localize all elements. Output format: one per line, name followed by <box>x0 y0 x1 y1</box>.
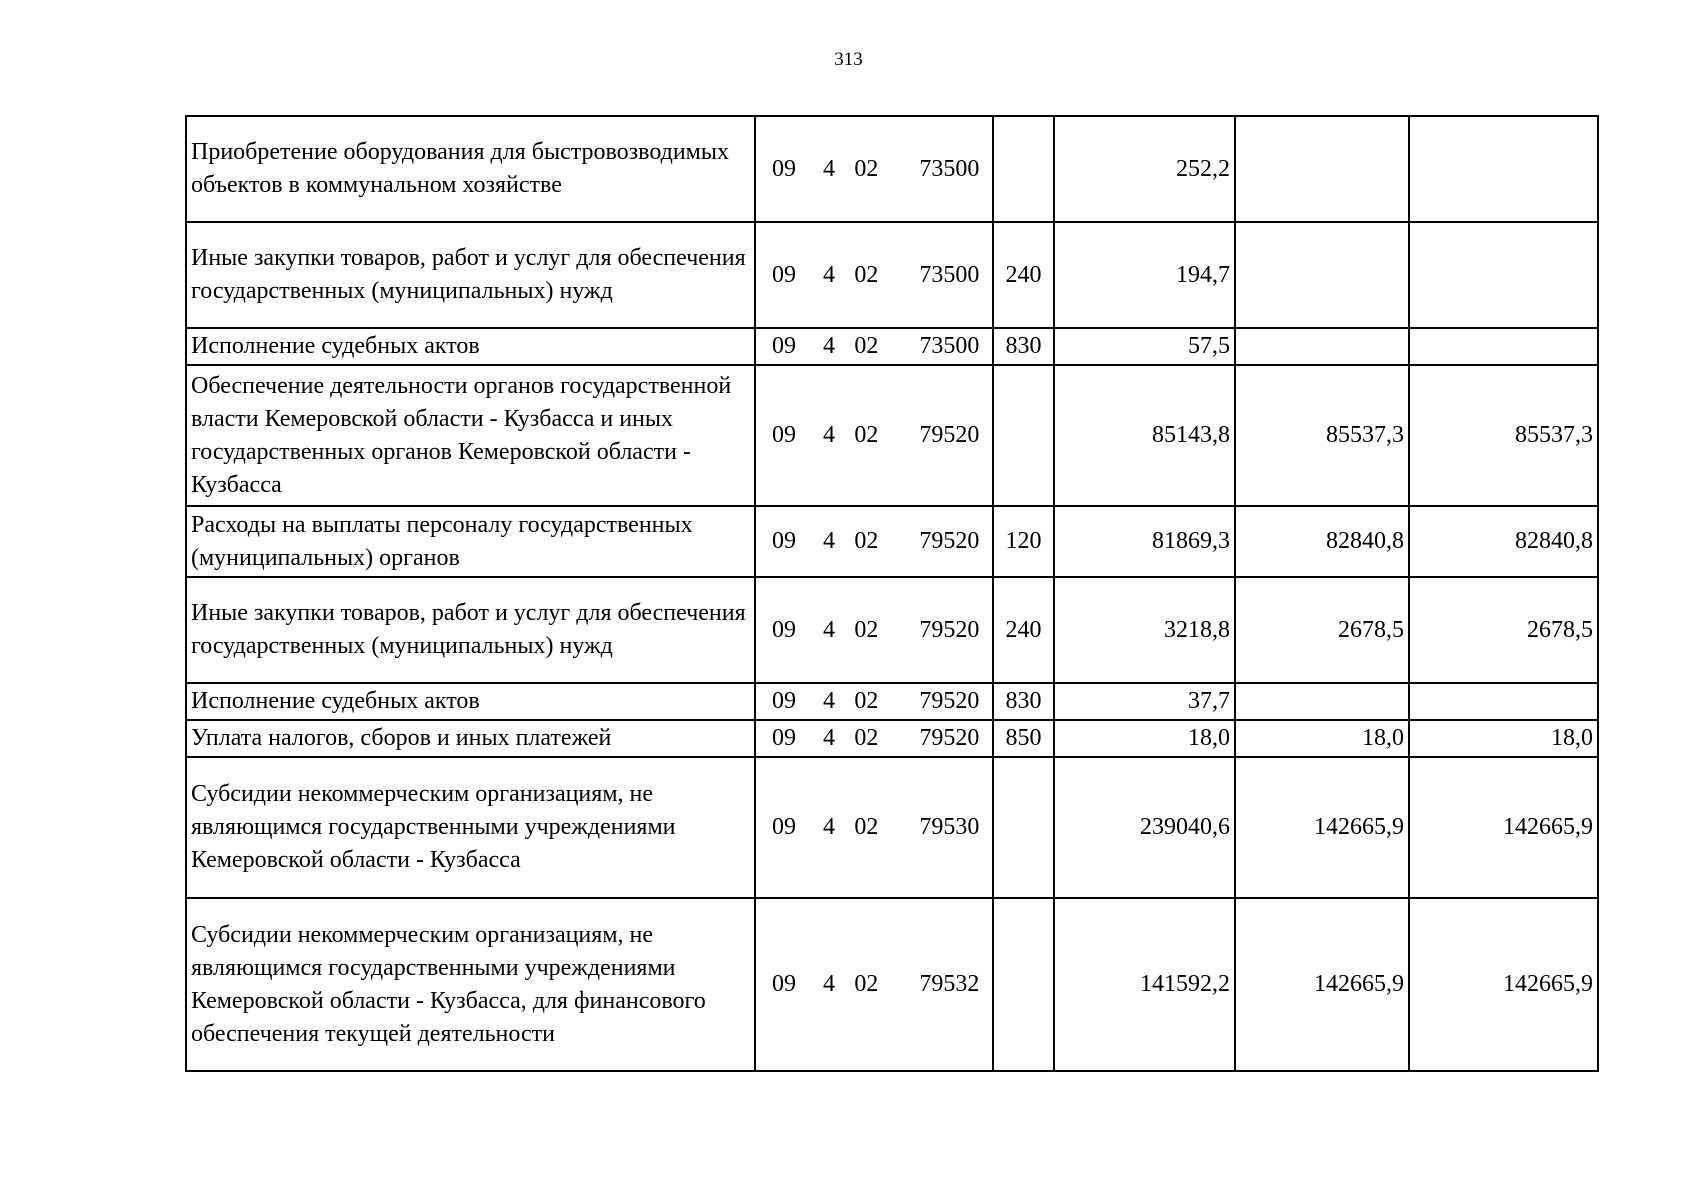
code-program: 4 <box>822 688 835 714</box>
code-direction: 79520 <box>919 528 980 554</box>
code-subprogram: 02 <box>854 528 879 554</box>
row-value-2: 82840,8 <box>1235 506 1409 577</box>
code-subprogram: 02 <box>854 971 879 997</box>
row-value-2: 142665,9 <box>1235 757 1409 898</box>
table-row <box>186 365 1598 506</box>
code-section: 09 <box>772 333 796 359</box>
code-subprogram: 02 <box>854 616 879 643</box>
row-value-2 <box>1235 683 1409 720</box>
code-direction: 73500 <box>919 155 980 182</box>
page-number: 313 <box>834 49 863 70</box>
row-value-1: 239040,6 <box>1054 757 1235 898</box>
table-row <box>186 720 1598 757</box>
code-direction: 79530 <box>919 814 980 840</box>
code-program: 4 <box>822 422 835 448</box>
table-row <box>186 222 1598 328</box>
row-expense-type: 830 <box>993 683 1054 720</box>
code-subprogram: 02 <box>854 688 879 714</box>
table-row <box>186 757 1598 898</box>
row-expense-type: 240 <box>993 222 1054 328</box>
table-row <box>186 683 1598 720</box>
code-direction: 79520 <box>919 725 980 751</box>
row-value-2: 85537,3 <box>1235 365 1409 506</box>
row-code <box>755 577 993 683</box>
code-section: 09 <box>772 616 796 643</box>
row-value-3 <box>1409 116 1598 222</box>
code-section: 09 <box>772 725 796 751</box>
row-value-2: 18,0 <box>1235 720 1409 757</box>
code-program: 4 <box>822 261 835 288</box>
code-direction: 79532 <box>919 971 980 997</box>
code-section: 09 <box>772 261 796 288</box>
code-program: 4 <box>822 725 835 751</box>
code-direction: 79520 <box>919 616 980 643</box>
row-code <box>755 683 993 720</box>
table-row <box>186 506 1598 577</box>
code-program: 4 <box>822 155 835 182</box>
row-expense-type: 830 <box>993 328 1054 365</box>
row-value-1: 194,7 <box>1054 222 1235 328</box>
row-expense-type: 120 <box>993 506 1054 577</box>
row-value-1: 57,5 <box>1054 328 1235 365</box>
code-section: 09 <box>772 971 796 997</box>
row-value-3: 85537,3 <box>1409 365 1598 506</box>
row-name: Приобретение оборудования для быстровозводимых объектов в коммунальном хозяйстве <box>186 116 755 222</box>
row-name: Иные закупки товаров, работ и услуг для обеспечения государственных (муниципальных) нужд <box>186 222 755 328</box>
row-code <box>755 328 993 365</box>
code-program: 4 <box>822 528 835 554</box>
code-section: 09 <box>772 688 796 714</box>
row-value-3 <box>1409 328 1598 365</box>
row-name: Субсидии некоммерческим организациям, не являющимся государственными учреждениями Кемеровской области - Кузбасса <box>186 757 755 898</box>
row-expense-type <box>993 365 1054 506</box>
table-row <box>186 577 1598 683</box>
row-code <box>755 506 993 577</box>
row-name: Обеспечение деятельности органов государственной власти Кемеровской области - Кузбасса и иных государственных органов Кемеровской области - Кузбасса <box>186 365 755 506</box>
row-value-1: 18,0 <box>1054 720 1235 757</box>
code-section: 09 <box>772 528 796 554</box>
code-program: 4 <box>822 333 835 359</box>
row-value-3: 82840,8 <box>1409 506 1598 577</box>
code-section: 09 <box>772 155 796 182</box>
row-code <box>755 222 993 328</box>
code-subprogram: 02 <box>854 261 879 288</box>
row-value-2 <box>1235 328 1409 365</box>
code-subprogram: 02 <box>854 814 879 840</box>
row-value-1: 85143,8 <box>1054 365 1235 506</box>
row-name: Уплата налогов, сборов и иных платежей <box>186 720 755 757</box>
row-code <box>755 757 993 898</box>
row-code <box>755 365 993 506</box>
code-section: 09 <box>772 422 796 448</box>
code-subprogram: 02 <box>854 422 879 448</box>
row-name: Субсидии некоммерческим организациям, не являющимся государственными учреждениями Кемеровской области - Кузбасса, для финансового обеспечения текущей деятельности <box>186 898 755 1071</box>
code-program: 4 <box>822 971 835 997</box>
row-value-3: 142665,9 <box>1409 757 1598 898</box>
row-value-3: 18,0 <box>1409 720 1598 757</box>
row-value-3 <box>1409 222 1598 328</box>
row-value-2: 142665,9 <box>1235 898 1409 1071</box>
code-direction: 79520 <box>919 688 980 714</box>
row-code <box>755 720 993 757</box>
row-value-1: 37,7 <box>1054 683 1235 720</box>
row-value-2 <box>1235 116 1409 222</box>
row-code <box>755 116 993 222</box>
row-value-1: 3218,8 <box>1054 577 1235 683</box>
table-row <box>186 898 1598 1071</box>
code-section: 09 <box>772 814 796 840</box>
row-name: Исполнение судебных актов <box>186 683 755 720</box>
row-value-2: 2678,5 <box>1235 577 1409 683</box>
table-row <box>186 116 1598 222</box>
row-value-3: 142665,9 <box>1409 898 1598 1071</box>
row-expense-type <box>993 116 1054 222</box>
row-expense-type <box>993 757 1054 898</box>
row-value-3: 2678,5 <box>1409 577 1598 683</box>
row-value-1: 252,2 <box>1054 116 1235 222</box>
row-expense-type: 240 <box>993 577 1054 683</box>
row-value-3 <box>1409 683 1598 720</box>
budget-table <box>185 115 1599 1072</box>
row-value-1: 141592,2 <box>1054 898 1235 1071</box>
row-code <box>755 898 993 1071</box>
row-name: Исполнение судебных актов <box>186 328 755 365</box>
row-expense-type: 850 <box>993 720 1054 757</box>
row-expense-type <box>993 898 1054 1071</box>
code-subprogram: 02 <box>854 725 879 751</box>
table-row <box>186 328 1598 365</box>
code-program: 4 <box>822 814 835 840</box>
code-program: 4 <box>822 616 835 643</box>
row-name: Расходы на выплаты персоналу государственных (муниципальных) органов <box>186 506 755 577</box>
code-subprogram: 02 <box>854 333 879 359</box>
code-direction: 73500 <box>919 261 980 288</box>
row-value-2 <box>1235 222 1409 328</box>
row-value-1: 81869,3 <box>1054 506 1235 577</box>
code-direction: 73500 <box>919 333 980 359</box>
code-direction: 79520 <box>919 422 980 448</box>
row-name: Иные закупки товаров, работ и услуг для обеспечения государственных (муниципальных) нужд <box>186 577 755 683</box>
code-subprogram: 02 <box>854 155 879 182</box>
